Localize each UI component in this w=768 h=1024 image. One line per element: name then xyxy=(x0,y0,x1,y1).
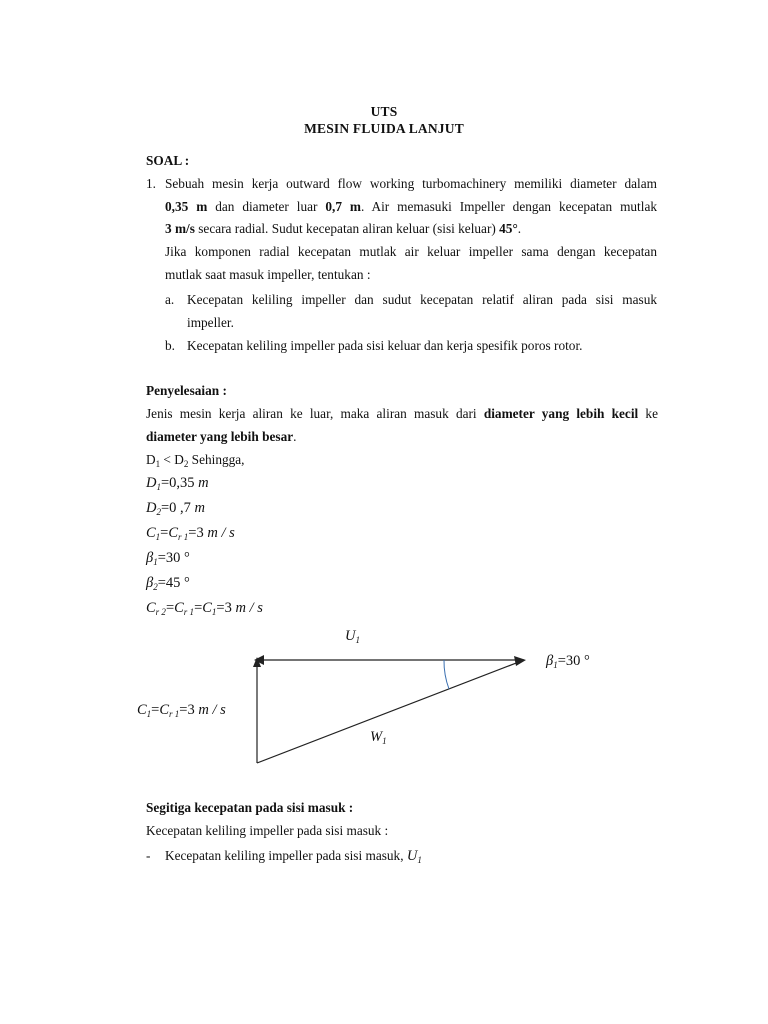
solution-heading: Penyelesaian : xyxy=(146,383,227,398)
label-u1: $U_1$ xyxy=(345,628,360,645)
equation-d2: $D_2=0$ ,7 m xyxy=(146,500,206,517)
equation-beta2: $\beta_2=45$ ° xyxy=(146,575,190,592)
bullet-dash: - xyxy=(146,848,151,863)
question-line-1: Sebuah mesin kerja outward flow working turbomachinery memiliki diameter dalam xyxy=(165,176,657,191)
item-a-label: a. xyxy=(165,292,175,307)
equation-d1: $D_1=0,35$ m xyxy=(146,475,209,492)
solution-line-1: Jenis mesin kerja aliran ke luar, maka aliran masuk dari diameter yang lebih kecil ke xyxy=(146,406,658,421)
label-beta1: $\beta_1=30$ ° xyxy=(546,653,590,670)
item-b-text: Kecepatan keliling impeller pada sisi keluar dan kerja spesifik poros rotor. xyxy=(187,338,583,353)
solution-line-2: diameter yang lebih besar. xyxy=(146,429,297,444)
question-line-2: 0,35 m dan diameter luar 0,7 m. Air memasuki Impeller dengan kecepatan mutlak xyxy=(165,199,658,214)
inlet-speed: 3 m/s xyxy=(165,221,195,236)
question-line-4: Jika komponen radial kecepatan mutlak air keluar impeller sama dengan kecepatan xyxy=(165,244,657,259)
inner-diameter: 0,35 m xyxy=(165,199,208,214)
item-a-line-1: Kecepatan keliling impeller dan sudut kecepatan relatif aliran pada sisi masuk xyxy=(187,292,657,307)
label-c1: $C_1=C_{r 1}=3$ m / s xyxy=(137,702,226,719)
item-b-label: b. xyxy=(165,338,175,353)
question-line-3: 3 m/s secara radial. Sudut kecepatan aliran keluar (sisi keluar) 45°. xyxy=(165,221,522,236)
bullet-text: Kecepatan keliling impeller pada sisi masuk, $U_1$ xyxy=(165,848,422,865)
title-course: MESIN FLUIDA LANJUT xyxy=(304,121,464,136)
inlet-triangle-heading: Segitiga kecepatan pada sisi masuk : xyxy=(146,800,354,815)
question-number: 1. xyxy=(146,176,156,191)
equation-c1: $C_1=C_{r 1}=3$ m / s xyxy=(146,525,235,542)
w1-arrowhead xyxy=(514,656,526,666)
item-a-line-2: impeller. xyxy=(187,315,234,330)
inlet-speed-line: Kecepatan keliling impeller pada sisi masuk : xyxy=(146,823,389,838)
outer-diameter: 0,7 m xyxy=(325,199,361,214)
equation-cr2: $C_{r 2}=C_{r 1}=C_1=3$ m / s xyxy=(146,600,263,617)
label-w1: $W_1$ xyxy=(370,729,387,746)
equation-beta1: $\beta_1=30$ ° xyxy=(146,550,190,567)
diameter-comparison: $D_1 < D_2$ Sehingga, xyxy=(146,452,245,469)
outlet-angle: 45° xyxy=(499,221,518,236)
soal-heading: SOAL : xyxy=(146,153,190,168)
title-uts: UTS xyxy=(370,104,398,119)
beta1-angle-arc xyxy=(444,660,449,689)
w1-vector-line xyxy=(257,660,524,763)
question-line-5: mutlak saat masuk impeller, tentukan : xyxy=(165,267,371,282)
